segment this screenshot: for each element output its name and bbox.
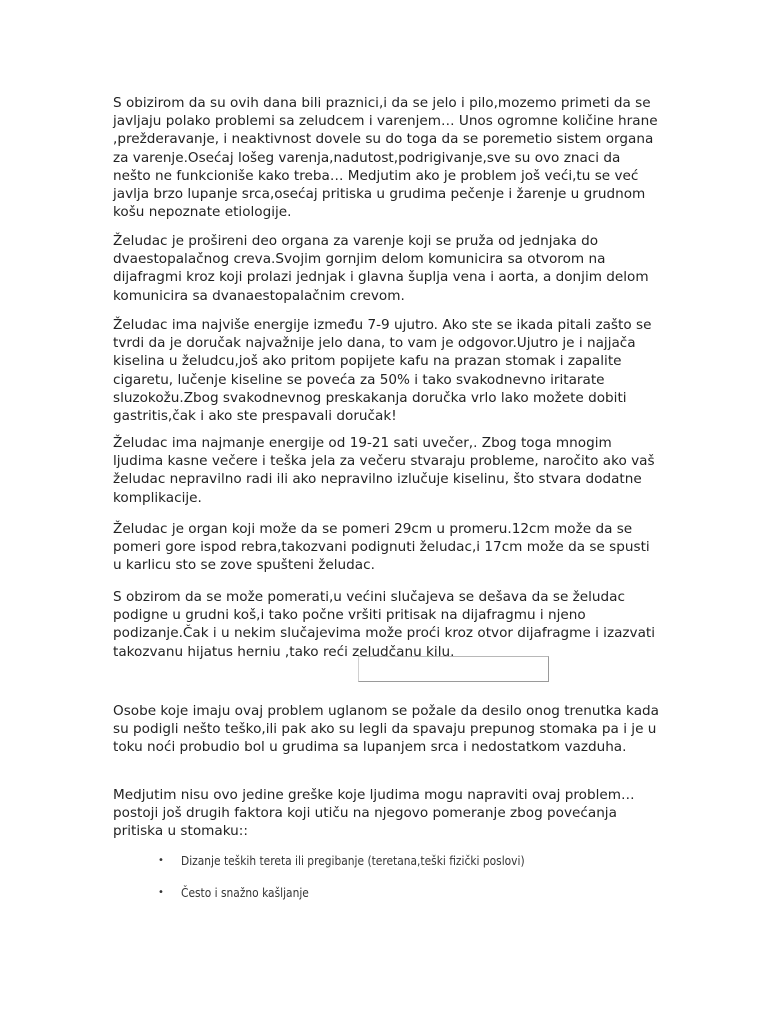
paragraph-intro: S obizirom da su ovih dana bili praznici,i da se jelo i pilo,mozemo primeti da se javljaju polako problemi sa zeludcem i varenjem… Unos ogromne količine hrane ,prežderavanje, i neaktivnost dovele su do toga da se poremetio sistem organa za varenje.Osećaj lošeg varenja,nadutost,podrigivanje,sve su ovo znaci da nešto ne funkcioniše kako treba… Medjutim ako je problem još veći,tu se već javlja brzo lupanje srca,osećaj pritiska u grudima pečenje i žarenje u grudnom košu nepoznate etiologije. — [113, 95, 658, 221]
list-item-text: Često i snažno kašljanje — [181, 885, 309, 900]
list-item — [0, 852, 768, 870]
bullet-marker: • — [158, 855, 164, 866]
paragraph-stomach-movement: Želudac je organ koji može da se pomeri 29cm u promeru.12cm može da se pomeri gore ispod rebra,takozvani podignuti želudac,i 17cm može da se spusti u karlicu sto se zove spušteni želudac. — [113, 521, 650, 574]
list-item-text: Dizanje teških tereta ili pregibanje (teretana,teški fizički poslovi) — [181, 853, 525, 868]
embedded-object-frame — [358, 656, 549, 682]
paragraph-evening-energy: Želudac ima najmanje energije od 19-21 sati uvečer,. Zbog toga mnogim ljudima kasne večere i teška jela za večeru stvaraju probleme, naročito ako vaš želudac nepravilno radi ili ako nepravilno izlučuje kiselinu, što stvara dodatne komplikacije. — [113, 435, 655, 506]
paragraph-symptoms: Osobe koje imaju ovaj problem uglanom se požale da desilo onog trenutka kada su podigli nešto teško,ili pak ako su legli da spavaju prepunog stomaka pa i je u toku noći probudio bol u grudima sa lupanjem srca i nedostatkom vazduha. — [113, 703, 659, 756]
list-item — [0, 884, 768, 902]
paragraph-other-factors: Medjutim nisu ovo jedine greške koje ljudima mogu napraviti ovaj problem…postoji još drugih faktora koji utiču na njegovo pomeranje zbog povećanja pritiska u stomaku:: — [113, 787, 635, 840]
paragraph-morning-energy: Želudac ima najviše energije između 7-9 ujutro. Ako ste se ikada pitali zašto se tvrdi da je doručak najvažnije jelo dana, to vam je odgovor.Ujutro je i najjača kiselina u želudcu,još ako pritom popijete kafu na prazan stomak i zapalite cigaretu, lučenje kiseline se poveća za 50% i tako svakodnevno iritarate sluzokožu.Zbog svakodnevnog preskakanja doručka vrlo lako možete dobiti gastritis,čak i ako ste prespavali doručak! — [113, 317, 652, 425]
bullet-marker: • — [158, 887, 164, 898]
paragraph-stomach-anatomy: Želudac je prošireni deo organa za varenje koji se pruža od jednjaka do dvaestopalačnog creva.Svojim gornjim delom komunicira sa otvorom na dijafragmi kroz koji prolazi jednjak i glavna šuplja vena i aorta, a donjim delom komunicira sa dvanaestopalačnim crevom. — [113, 233, 649, 304]
paragraph-hiatal-hernia: S obzirom da se može pomerati,u većini slučajeva se dešava da se želudac podigne u grudni koš,i tako počne vršiti pritisak na dijafragmu i njeno podizanje.Čak i u nekim slučajevima može proći kroz otvor dijafragme i izazvati takozvanu hijatus herniu ,tako reći zeludčanu kilu. — [113, 589, 656, 660]
